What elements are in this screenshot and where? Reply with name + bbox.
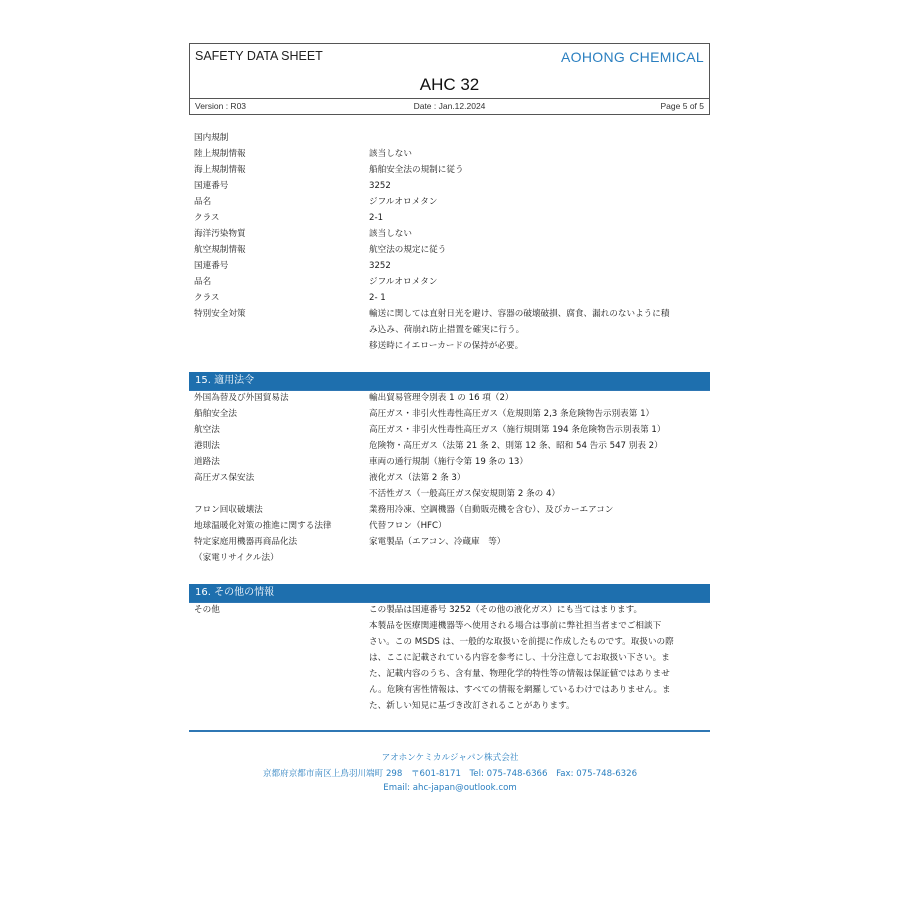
document-header <box>189 43 710 115</box>
row-value: ん。危険有害性情報は、すべての情報を網羅しているわけではありません。ま <box>369 685 671 695</box>
row-value: 液化ガス（法第 2 条 3） <box>369 473 466 483</box>
company-name: AOHONG CHEMICAL <box>561 49 704 65</box>
row-value: 高圧ガス・非引火性毒性高圧ガス（施行規則第 194 条危険物告示別表第 1） <box>369 425 666 435</box>
product-title: AHC 32 <box>419 75 480 94</box>
row-value: 3252 <box>369 181 391 191</box>
row-value: 船舶安全法の規制に従う <box>369 165 464 175</box>
table-row <box>194 502 710 518</box>
row-label: クラス <box>194 213 220 223</box>
table-row <box>194 550 710 566</box>
doc-type: SAFETY DATA SHEET <box>195 49 323 63</box>
row-label: 高圧ガス保安法 <box>194 473 255 483</box>
table-row <box>194 178 710 194</box>
row-value: ジフルオロメタン <box>369 277 438 287</box>
table-row <box>194 618 710 634</box>
table-row <box>194 422 710 438</box>
row-label: 国連番号 <box>194 261 229 271</box>
row-value: 航空法の規定に従う <box>369 245 447 255</box>
row-value: 不活性ガス（一般高圧ガス保安規則第 2 条の 4） <box>369 489 561 499</box>
row-label: 特別安全対策 <box>194 309 246 319</box>
row-value: さい。この MSDS は、一般的な取扱いを前提に作成したものです。取扱いの際 <box>369 637 674 647</box>
date-label: Date : Jan.12.2024 <box>413 101 486 111</box>
table-row <box>194 602 710 618</box>
row-label: クラス <box>194 293 220 303</box>
row-value: 業務用冷凍、空調機器（自動販売機を含む）、及びカーエアコン <box>369 505 614 515</box>
table-row <box>194 210 710 226</box>
page-number: Page 5 of 5 <box>660 101 704 111</box>
table-row <box>194 534 710 550</box>
row-value: た、記載内容のうち、含有量、物理化学的特性等の情報は保証値ではありませ <box>369 669 670 679</box>
row-label: 道路法 <box>194 457 220 467</box>
row-value: 家電製品（エアコン、冷蔵庫 等） <box>369 537 506 547</box>
version-label: Version : R03 <box>195 101 247 111</box>
row-label: 国連番号 <box>194 181 229 191</box>
row-value: 2-1 <box>369 213 384 223</box>
row-label: その他 <box>194 605 220 615</box>
table-row <box>194 322 710 338</box>
table-row <box>194 486 710 502</box>
row-label: 国内規制 <box>194 133 229 143</box>
row-value: 輸送に関しては直射日光を避け、容器の破壊破損、腐食、漏れのないように積 <box>369 309 670 319</box>
table-row <box>194 390 710 406</box>
row-value: 3252 <box>369 261 391 271</box>
section-16-other-info <box>194 602 710 714</box>
row-label: 品名 <box>194 277 212 287</box>
row-label: （家電リサイクル法） <box>194 553 279 563</box>
header-divider <box>190 98 709 99</box>
table-row <box>194 130 710 146</box>
row-value: 代替フロン（HFC） <box>369 521 447 531</box>
row-label: 航空規制情報 <box>194 245 246 255</box>
row-label: 外国為替及び外国貿易法 <box>194 393 289 403</box>
section-16-header: 16. その他の情報 <box>189 584 710 602</box>
footer-company: アオホンケミカルジャパン株式会社 <box>381 753 519 763</box>
row-label: 地球温暖化対策の推進に関する法律 <box>194 521 332 531</box>
row-value: 輸出貿易管理令別表 1 の 16 項（2） <box>369 393 514 403</box>
row-label: 航空法 <box>194 425 220 435</box>
row-value: み込み、荷崩れ防止措置を確実に行う。 <box>369 325 525 335</box>
footer-email: Email: ahc-japan@outlook.com <box>383 783 517 793</box>
table-row <box>194 406 710 422</box>
row-label: 港則法 <box>194 441 220 451</box>
footer-divider <box>189 730 710 732</box>
row-label: 海洋汚染物質 <box>194 229 246 239</box>
row-value: ジフルオロメタン <box>369 197 438 207</box>
row-value: 危険物・高圧ガス（法第 21 条 2、則第 12 条、昭和 54 告示 547 別表 2） <box>369 441 663 451</box>
row-label: 特定家庭用機器再商品化法 <box>194 537 298 547</box>
row-label: 海上規制情報 <box>194 165 246 175</box>
table-row <box>194 518 710 534</box>
row-label: フロン回収破壊法 <box>194 505 263 515</box>
section-15-header: 15. 適用法令 <box>189 372 710 390</box>
table-row <box>194 634 710 650</box>
table-row <box>194 650 710 666</box>
row-label: 船舶安全法 <box>194 409 237 419</box>
row-value: 該当しない <box>369 149 412 159</box>
table-row <box>194 242 710 258</box>
row-label: 陸上規制情報 <box>194 149 246 159</box>
table-row <box>194 290 710 306</box>
row-value: 該当しない <box>369 229 412 239</box>
table-row <box>194 194 710 210</box>
table-row <box>194 470 710 486</box>
table-row <box>194 698 710 714</box>
row-value: た、新しい知見に基づき改訂されることがあります。 <box>369 701 575 711</box>
section-14-transport <box>194 130 710 354</box>
table-row <box>194 226 710 242</box>
table-row <box>194 146 710 162</box>
row-label: 品名 <box>194 197 212 207</box>
row-value: この製品は国連番号 3252（その他の液化ガス）にも当てはまります。 <box>369 605 643 615</box>
row-value: 車両の通行規制（施行令第 19 条の 13） <box>369 457 528 467</box>
row-value: 高圧ガス・非引火性毒性高圧ガス（危規則第 2,3 条危険物告示別表第 1） <box>369 409 655 419</box>
table-row <box>194 666 710 682</box>
table-row <box>194 162 710 178</box>
row-value: は、ここに記載されている内容を参考にし、十分注意してお取扱い下さい。ま <box>369 653 670 663</box>
row-value: 2- 1 <box>369 293 386 303</box>
section-15-regulations <box>194 390 710 566</box>
table-row <box>194 274 710 290</box>
footer-address: 京都府京都市南区上鳥羽川端町 298 〒601-8171 Tel: 075-748-6366 Fax: 075-748-6326 <box>262 769 638 779</box>
table-row <box>194 454 710 470</box>
row-value: 移送時にイエローカードの保持が必要。 <box>369 341 524 351</box>
table-row <box>194 258 710 274</box>
table-row <box>194 682 710 698</box>
table-row <box>194 338 710 354</box>
table-row <box>194 306 710 322</box>
table-row <box>194 438 710 454</box>
row-value: 本製品を医療関連機器等へ使用される場合は事前に弊社担当者までご相談下 <box>369 621 662 631</box>
